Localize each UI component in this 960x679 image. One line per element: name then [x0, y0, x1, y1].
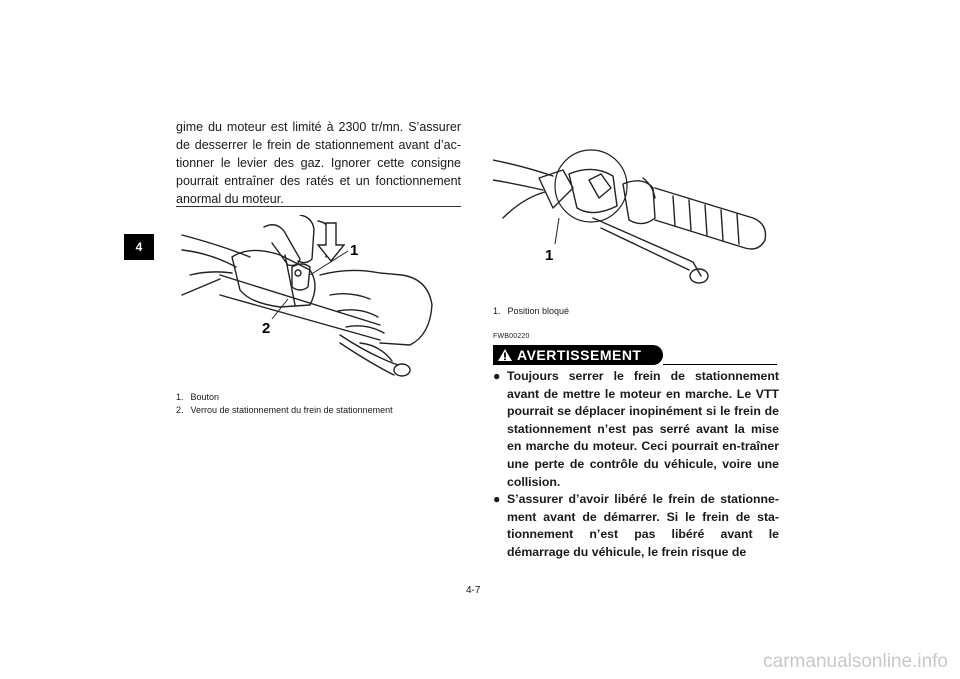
warning-badge	[493, 345, 663, 365]
callout-1: 1	[545, 247, 554, 264]
right-figure-caption	[493, 305, 569, 318]
section-rule	[176, 206, 461, 207]
warning-title: AVERTISSEMENT	[517, 347, 642, 363]
caption-item: 2. Verrou de stationnement du frein de stationnement	[176, 404, 393, 415]
parking-brake-drawing	[180, 215, 450, 385]
intro-paragraph: gime du moteur est limité à 2300 tr/mn. S’assurer de desserrer le frein de stationnement avant d’ac-tionner le levier des gaz. Ignorer cette consigne pourrait entraîner des ratés et un fonctionnement anormal du moteur.	[176, 120, 461, 206]
callout-2: 2	[262, 320, 271, 337]
caption-item: 1. Bouton	[176, 392, 220, 402]
page-number: 4-7	[466, 585, 481, 596]
warning-triangle-icon	[493, 348, 517, 362]
warning-item: ● Toujours serrer le frein de stationnement avant de mettre le moteur en marche. Le VTT pourrait se déplacer inopinément si le frein de stationnement n’est pas serré avant la mise en marche du moteur. Ceci pourrait en-traîner une perte de contrôle du véhicule, voire une collision.	[493, 369, 779, 489]
watermark: carmanualsonline.info	[763, 651, 948, 672]
press-arrow-icon	[318, 223, 344, 261]
caption-item: 1. Position bloqué	[493, 306, 570, 316]
bullet-icon: ●	[493, 369, 501, 383]
warning-rule	[663, 364, 777, 365]
left-figure-caption	[176, 391, 393, 416]
locked-position-drawing	[493, 148, 778, 288]
highlight-circle	[555, 150, 627, 222]
locked-position-illustration	[493, 148, 778, 288]
bullet-icon: ●	[493, 492, 501, 507]
chapter-tab: 4	[124, 234, 154, 260]
warning-list	[493, 368, 779, 562]
callout-1: 1	[350, 242, 359, 259]
warning-code: FWB00220	[493, 333, 530, 340]
parking-brake-illustration	[180, 215, 450, 385]
warning-item: ● S’assurer d’avoir libéré le frein de stationne-ment avant de démarrer. Si le frein de sta-tionnement n’est pas libéré avant le démarrage du véhicule, le frein risque de	[493, 492, 779, 559]
